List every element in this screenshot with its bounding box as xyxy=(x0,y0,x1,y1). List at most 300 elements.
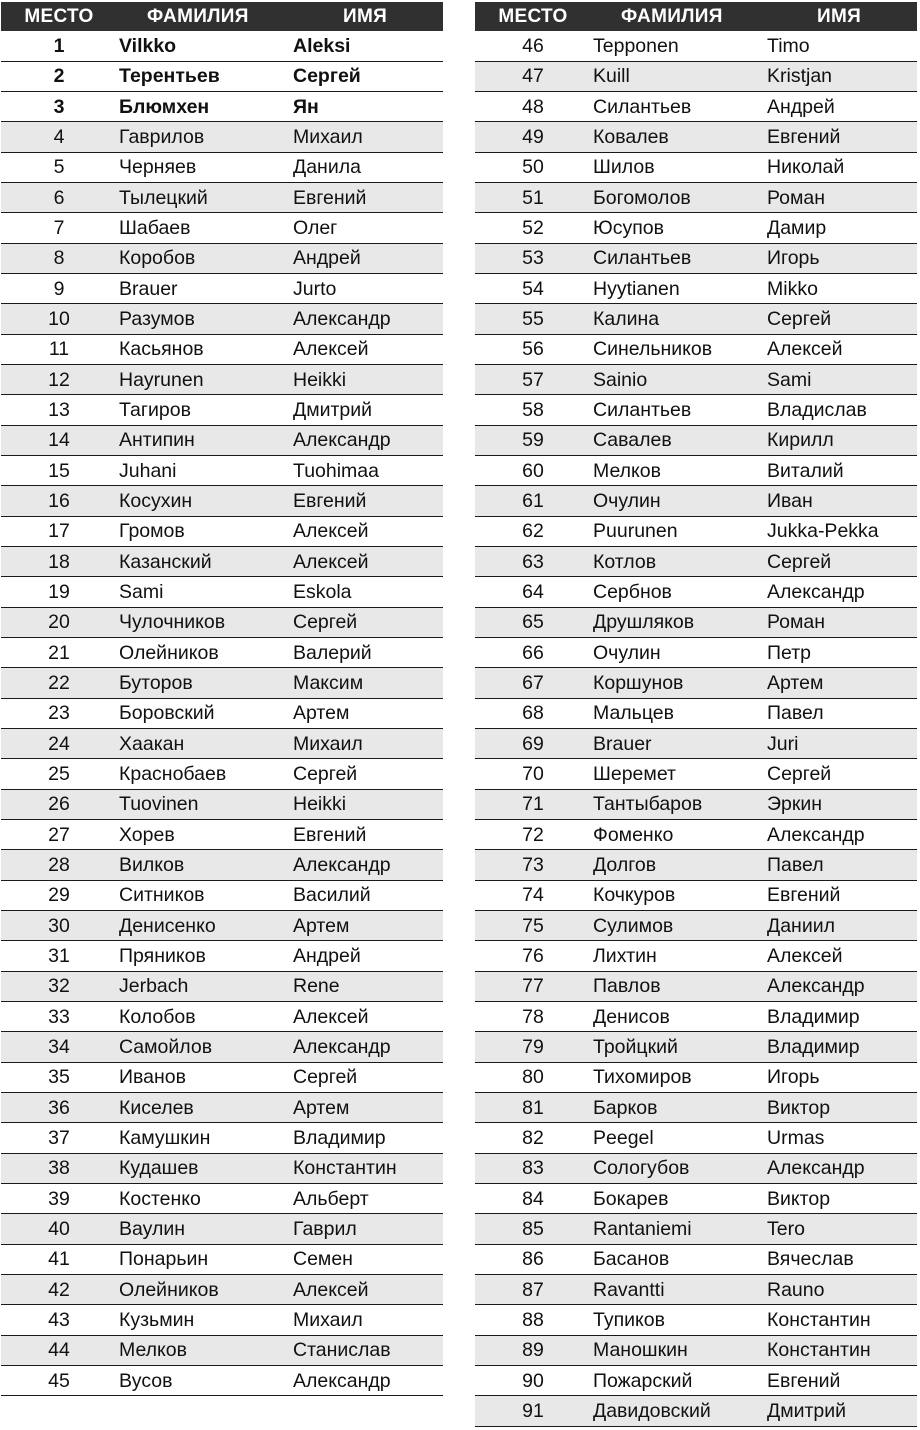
first-name-cell: Гаврил xyxy=(291,1214,443,1244)
first-name-cell: Алексей xyxy=(291,547,443,577)
last-name-cell: Черняев xyxy=(117,152,291,182)
table-row xyxy=(1,486,443,516)
last-name-cell: Богомолов xyxy=(591,183,765,213)
table-row xyxy=(475,1365,917,1395)
table-row xyxy=(1,1335,443,1365)
first-name-cell: Игорь xyxy=(765,243,917,273)
last-name-cell: Павлов xyxy=(591,971,765,1001)
table-row xyxy=(1,183,443,213)
last-name-cell: Шилов xyxy=(591,152,765,182)
place-cell: 27 xyxy=(1,820,117,850)
last-name-cell: Ковалев xyxy=(591,122,765,152)
first-name-cell: Владимир xyxy=(765,1002,917,1032)
place-cell: 65 xyxy=(475,607,591,637)
last-name-cell: Денисенко xyxy=(117,911,291,941)
last-name-cell: Hayrunen xyxy=(117,365,291,395)
first-name-cell: Сергей xyxy=(291,1062,443,1092)
last-name-cell: Олейников xyxy=(117,1274,291,1304)
first-name-cell: Александр xyxy=(291,1032,443,1062)
table-row xyxy=(1,1062,443,1092)
first-name-cell: Константин xyxy=(765,1335,917,1365)
last-name-cell: Буторов xyxy=(117,668,291,698)
table-row xyxy=(475,516,917,546)
place-cell: 84 xyxy=(475,1183,591,1213)
first-name-cell: Александр xyxy=(291,304,443,334)
place-cell: 29 xyxy=(1,880,117,910)
table-row xyxy=(1,1032,443,1062)
last-name-cell: Brauer xyxy=(591,729,765,759)
first-name-cell: Tero xyxy=(765,1214,917,1244)
table-row xyxy=(1,911,443,941)
header-first-name: ИМЯ xyxy=(817,6,862,27)
first-name-cell: Олег xyxy=(291,213,443,243)
table-row xyxy=(1,1305,443,1335)
first-name-cell: Артем xyxy=(291,911,443,941)
place-cell: 63 xyxy=(475,547,591,577)
place-cell: 70 xyxy=(475,759,591,789)
last-name-cell: Sami xyxy=(117,577,291,607)
table-row xyxy=(475,1244,917,1274)
table-row xyxy=(475,1153,917,1183)
last-name-cell: Котлов xyxy=(591,547,765,577)
last-name-cell: Sainio xyxy=(591,365,765,395)
table-row xyxy=(1,61,443,91)
table-row xyxy=(475,668,917,698)
header-last-name: ФАМИЛИЯ xyxy=(147,6,249,27)
place-cell: 38 xyxy=(1,1153,117,1183)
first-name-cell: Александр xyxy=(291,850,443,880)
first-name-cell: Евгений xyxy=(765,1365,917,1395)
last-name-cell: Понарьин xyxy=(117,1244,291,1274)
first-name-cell: Дмитрий xyxy=(765,1396,917,1426)
table-row xyxy=(1,698,443,728)
last-name-cell: Касьянов xyxy=(117,334,291,364)
table-row xyxy=(475,152,917,182)
place-cell: 73 xyxy=(475,850,591,880)
place-cell: 42 xyxy=(1,1274,117,1304)
table-row xyxy=(475,395,917,425)
table-row xyxy=(475,425,917,455)
place-cell: 36 xyxy=(1,1092,117,1122)
last-name-cell: Самойлов xyxy=(117,1032,291,1062)
last-name-cell: Лихтин xyxy=(591,941,765,971)
table-row xyxy=(1,820,443,850)
table-row xyxy=(475,547,917,577)
first-name-cell: Александр xyxy=(765,971,917,1001)
place-cell: 40 xyxy=(1,1214,117,1244)
table-row xyxy=(1,122,443,152)
table-row xyxy=(475,31,917,61)
place-cell: 58 xyxy=(475,395,591,425)
first-name-cell: Tuohimaa xyxy=(291,456,443,486)
place-cell: 14 xyxy=(1,425,117,455)
place-cell: 71 xyxy=(475,789,591,819)
place-cell: 12 xyxy=(1,365,117,395)
last-name-cell: Долгов xyxy=(591,850,765,880)
first-name-cell: Артем xyxy=(291,698,443,728)
header-first-name: ИМЯ xyxy=(343,6,388,27)
last-name-cell: Друшляков xyxy=(591,607,765,637)
place-cell: 16 xyxy=(1,486,117,516)
place-cell: 66 xyxy=(475,638,591,668)
first-name-cell: Даниил xyxy=(765,911,917,941)
last-name-cell: Rantaniemi xyxy=(591,1214,765,1244)
place-cell: 50 xyxy=(475,152,591,182)
place-cell: 83 xyxy=(475,1153,591,1183)
first-name-cell: Александр xyxy=(291,425,443,455)
place-cell: 33 xyxy=(1,1002,117,1032)
table-row xyxy=(475,759,917,789)
last-name-cell: Громов xyxy=(117,516,291,546)
first-name-cell: Виталий xyxy=(765,456,917,486)
first-name-cell: Сергей xyxy=(765,759,917,789)
last-name-cell: Силантьев xyxy=(591,92,765,122)
first-name-cell: Rene xyxy=(291,971,443,1001)
first-name-cell: Эркин xyxy=(765,789,917,819)
place-cell: 5 xyxy=(1,152,117,182)
last-name-cell: Иванов xyxy=(117,1062,291,1092)
table-row xyxy=(1,638,443,668)
place-cell: 11 xyxy=(1,334,117,364)
last-name-cell: Киселев xyxy=(117,1092,291,1122)
last-name-cell: Hyytianen xyxy=(591,274,765,304)
last-name-cell: Сологубов xyxy=(591,1153,765,1183)
place-cell: 26 xyxy=(1,789,117,819)
table-row xyxy=(475,1274,917,1304)
last-name-cell: Пожарский xyxy=(591,1365,765,1395)
place-cell: 87 xyxy=(475,1274,591,1304)
table-row xyxy=(475,1123,917,1153)
last-name-cell: Колобов xyxy=(117,1002,291,1032)
last-name-cell: Басанов xyxy=(591,1244,765,1274)
place-cell: 45 xyxy=(1,1365,117,1395)
table-row xyxy=(1,243,443,273)
last-name-cell: Антипин xyxy=(117,425,291,455)
place-cell: 47 xyxy=(475,61,591,91)
place-cell: 91 xyxy=(475,1396,591,1426)
place-cell: 46 xyxy=(475,31,591,61)
table-row xyxy=(475,880,917,910)
table-row xyxy=(475,365,917,395)
first-name-cell: Сергей xyxy=(291,607,443,637)
table-row xyxy=(475,607,917,637)
table-row xyxy=(1,759,443,789)
place-cell: 55 xyxy=(475,304,591,334)
table-row xyxy=(475,486,917,516)
first-name-cell: Алексей xyxy=(765,334,917,364)
first-name-cell: Роман xyxy=(765,183,917,213)
first-name-cell: Aleksi xyxy=(291,31,443,61)
place-cell: 56 xyxy=(475,334,591,364)
first-name-cell: Константин xyxy=(765,1305,917,1335)
last-name-cell: Сербнов xyxy=(591,577,765,607)
first-name-cell: Петр xyxy=(765,638,917,668)
place-cell: 54 xyxy=(475,274,591,304)
place-cell: 81 xyxy=(475,1092,591,1122)
table-row xyxy=(475,1305,917,1335)
place-cell: 62 xyxy=(475,516,591,546)
table-row xyxy=(1,668,443,698)
first-name-cell: Eskola xyxy=(291,577,443,607)
table-row xyxy=(475,183,917,213)
table-row xyxy=(1,1244,443,1274)
first-name-cell: Михаил xyxy=(291,729,443,759)
table-row xyxy=(475,304,917,334)
first-name-cell: Альберт xyxy=(291,1183,443,1213)
table-row xyxy=(1,334,443,364)
first-name-cell: Сергей xyxy=(291,759,443,789)
table-row xyxy=(1,395,443,425)
place-cell: 86 xyxy=(475,1244,591,1274)
last-name-cell: Вилков xyxy=(117,850,291,880)
last-name-cell: Блюмхен xyxy=(117,92,291,122)
first-name-cell: Алексей xyxy=(291,334,443,364)
last-name-cell: Хаакан xyxy=(117,729,291,759)
last-name-cell: Tepponen xyxy=(591,31,765,61)
table-row xyxy=(475,698,917,728)
place-cell: 25 xyxy=(1,759,117,789)
last-name-cell: Камушкин xyxy=(117,1123,291,1153)
place-cell: 48 xyxy=(475,92,591,122)
last-name-cell: Шабаев xyxy=(117,213,291,243)
last-name-cell: Ravantti xyxy=(591,1274,765,1304)
table-row xyxy=(475,1002,917,1032)
first-name-cell: Константин xyxy=(291,1153,443,1183)
last-name-cell: Хорев xyxy=(117,820,291,850)
place-cell: 79 xyxy=(475,1032,591,1062)
table-row xyxy=(475,456,917,486)
first-name-cell: Андрей xyxy=(765,92,917,122)
place-cell: 53 xyxy=(475,243,591,273)
table-row xyxy=(1,607,443,637)
table-row xyxy=(1,31,443,61)
table-row xyxy=(475,577,917,607)
place-cell: 68 xyxy=(475,698,591,728)
place-cell: 67 xyxy=(475,668,591,698)
last-name-cell: Денисов xyxy=(591,1002,765,1032)
last-name-cell: Тупиков xyxy=(591,1305,765,1335)
table-row xyxy=(1,1002,443,1032)
place-cell: 8 xyxy=(1,243,117,273)
last-name-cell: Тройцкий xyxy=(591,1032,765,1062)
last-name-cell: Олейников xyxy=(117,638,291,668)
table-row xyxy=(475,1092,917,1122)
place-cell: 28 xyxy=(1,850,117,880)
table-row xyxy=(1,1365,443,1395)
place-cell: 75 xyxy=(475,911,591,941)
table-row xyxy=(475,1335,917,1365)
table-row xyxy=(1,729,443,759)
table-row xyxy=(1,365,443,395)
last-name-cell: Казанский xyxy=(117,547,291,577)
last-name-cell: Костенко xyxy=(117,1183,291,1213)
place-cell: 6 xyxy=(1,183,117,213)
place-cell: 4 xyxy=(1,122,117,152)
table-row xyxy=(475,122,917,152)
place-cell: 34 xyxy=(1,1032,117,1062)
results-body-right xyxy=(475,31,917,1426)
last-name-cell: Кочкуров xyxy=(591,880,765,910)
place-cell: 51 xyxy=(475,183,591,213)
last-name-cell: Кузьмин xyxy=(117,1305,291,1335)
table-row xyxy=(475,850,917,880)
table-row xyxy=(1,577,443,607)
first-name-cell: Виктор xyxy=(765,1183,917,1213)
table-row xyxy=(475,941,917,971)
last-name-cell: Коршунов xyxy=(591,668,765,698)
table-row xyxy=(475,243,917,273)
place-cell: 41 xyxy=(1,1244,117,1274)
last-name-cell: Силантьев xyxy=(591,395,765,425)
first-name-cell: Mikko xyxy=(765,274,917,304)
last-name-cell: Мелков xyxy=(117,1335,291,1365)
table-row xyxy=(1,152,443,182)
first-name-cell: Павел xyxy=(765,850,917,880)
place-cell: 59 xyxy=(475,425,591,455)
table-row xyxy=(1,971,443,1001)
first-name-cell: Алексей xyxy=(291,516,443,546)
place-cell: 7 xyxy=(1,213,117,243)
place-cell: 57 xyxy=(475,365,591,395)
first-name-cell: Иван xyxy=(765,486,917,516)
table-row xyxy=(1,92,443,122)
place-cell: 52 xyxy=(475,213,591,243)
first-name-cell: Евгений xyxy=(765,122,917,152)
place-cell: 76 xyxy=(475,941,591,971)
first-name-cell: Алексей xyxy=(291,1274,443,1304)
first-name-cell: Михаил xyxy=(291,122,443,152)
last-name-cell: Чулочников xyxy=(117,607,291,637)
table-row xyxy=(1,547,443,577)
place-cell: 43 xyxy=(1,1305,117,1335)
first-name-cell: Владимир xyxy=(765,1032,917,1062)
table-row xyxy=(1,274,443,304)
last-name-cell: Тантыбаров xyxy=(591,789,765,819)
table-row xyxy=(475,1183,917,1213)
header-row xyxy=(475,2,917,31)
first-name-cell: Urmas xyxy=(765,1123,917,1153)
first-name-cell: Евгений xyxy=(291,183,443,213)
last-name-cell: Бокарев xyxy=(591,1183,765,1213)
place-cell: 1 xyxy=(1,31,117,61)
first-name-cell: Станислав xyxy=(291,1335,443,1365)
header-last-name: ФАМИЛИЯ xyxy=(621,6,723,27)
table-row xyxy=(1,1123,443,1153)
last-name-cell: Ваулин xyxy=(117,1214,291,1244)
first-name-cell: Алексей xyxy=(291,1002,443,1032)
first-name-cell: Валерий xyxy=(291,638,443,668)
last-name-cell: Мелков xyxy=(591,456,765,486)
last-name-cell: Барков xyxy=(591,1092,765,1122)
last-name-cell: Вусов xyxy=(117,1365,291,1395)
table-row xyxy=(1,304,443,334)
place-cell: 74 xyxy=(475,880,591,910)
first-name-cell: Сергей xyxy=(765,547,917,577)
first-name-cell: Игорь xyxy=(765,1062,917,1092)
last-name-cell: Боровский xyxy=(117,698,291,728)
last-name-cell: Brauer xyxy=(117,274,291,304)
table-row xyxy=(475,1032,917,1062)
table-row xyxy=(475,820,917,850)
place-cell: 20 xyxy=(1,607,117,637)
table-row xyxy=(1,850,443,880)
table-row xyxy=(475,638,917,668)
first-name-cell: Juri xyxy=(765,729,917,759)
table-row xyxy=(1,1153,443,1183)
table-row xyxy=(475,911,917,941)
header-place: МЕСТО xyxy=(24,6,94,27)
last-name-cell: Косухин xyxy=(117,486,291,516)
place-cell: 18 xyxy=(1,547,117,577)
last-name-cell: Tuovinen xyxy=(117,789,291,819)
first-name-cell: Евгений xyxy=(291,486,443,516)
place-cell: 32 xyxy=(1,971,117,1001)
table-row xyxy=(475,274,917,304)
last-name-cell: Сулимов xyxy=(591,911,765,941)
last-name-cell: Kuill xyxy=(591,61,765,91)
table-row xyxy=(1,425,443,455)
table-row xyxy=(1,516,443,546)
place-cell: 39 xyxy=(1,1183,117,1213)
place-cell: 85 xyxy=(475,1214,591,1244)
first-name-cell: Timo xyxy=(765,31,917,61)
place-cell: 13 xyxy=(1,395,117,425)
place-cell: 35 xyxy=(1,1062,117,1092)
place-cell: 69 xyxy=(475,729,591,759)
first-name-cell: Семен xyxy=(291,1244,443,1274)
table-row xyxy=(1,1092,443,1122)
last-name-cell: Маношкин xyxy=(591,1335,765,1365)
place-cell: 78 xyxy=(475,1002,591,1032)
last-name-cell: Peegel xyxy=(591,1123,765,1153)
results-table-left xyxy=(1,2,443,1396)
last-name-cell: Синельников xyxy=(591,334,765,364)
first-name-cell: Kristjan xyxy=(765,61,917,91)
first-name-cell: Сергей xyxy=(291,61,443,91)
first-name-cell: Владимир xyxy=(291,1123,443,1153)
last-name-cell: Силантьев xyxy=(591,243,765,273)
last-name-cell: Очулин xyxy=(591,638,765,668)
last-name-cell: Тылецкий xyxy=(117,183,291,213)
first-name-cell: Евгений xyxy=(765,880,917,910)
first-name-cell: Михаил xyxy=(291,1305,443,1335)
table-row xyxy=(475,971,917,1001)
place-cell: 15 xyxy=(1,456,117,486)
place-cell: 3 xyxy=(1,92,117,122)
table-row xyxy=(475,729,917,759)
place-cell: 49 xyxy=(475,122,591,152)
place-cell: 10 xyxy=(1,304,117,334)
first-name-cell: Максим xyxy=(291,668,443,698)
first-name-cell: Александр xyxy=(765,1153,917,1183)
table-row xyxy=(1,1183,443,1213)
last-name-cell: Ситников xyxy=(117,880,291,910)
last-name-cell: Juhani xyxy=(117,456,291,486)
first-name-cell: Дмитрий xyxy=(291,395,443,425)
table-row xyxy=(475,1396,917,1426)
place-cell: 23 xyxy=(1,698,117,728)
first-name-cell: Павел xyxy=(765,698,917,728)
table-row xyxy=(1,456,443,486)
first-name-cell: Андрей xyxy=(291,941,443,971)
place-cell: 19 xyxy=(1,577,117,607)
first-name-cell: Алексей xyxy=(765,941,917,971)
first-name-cell: Jurto xyxy=(291,274,443,304)
place-cell: 90 xyxy=(475,1365,591,1395)
last-name-cell: Давидовский xyxy=(591,1396,765,1426)
first-name-cell: Андрей xyxy=(291,243,443,273)
first-name-cell: Вячеслав xyxy=(765,1244,917,1274)
